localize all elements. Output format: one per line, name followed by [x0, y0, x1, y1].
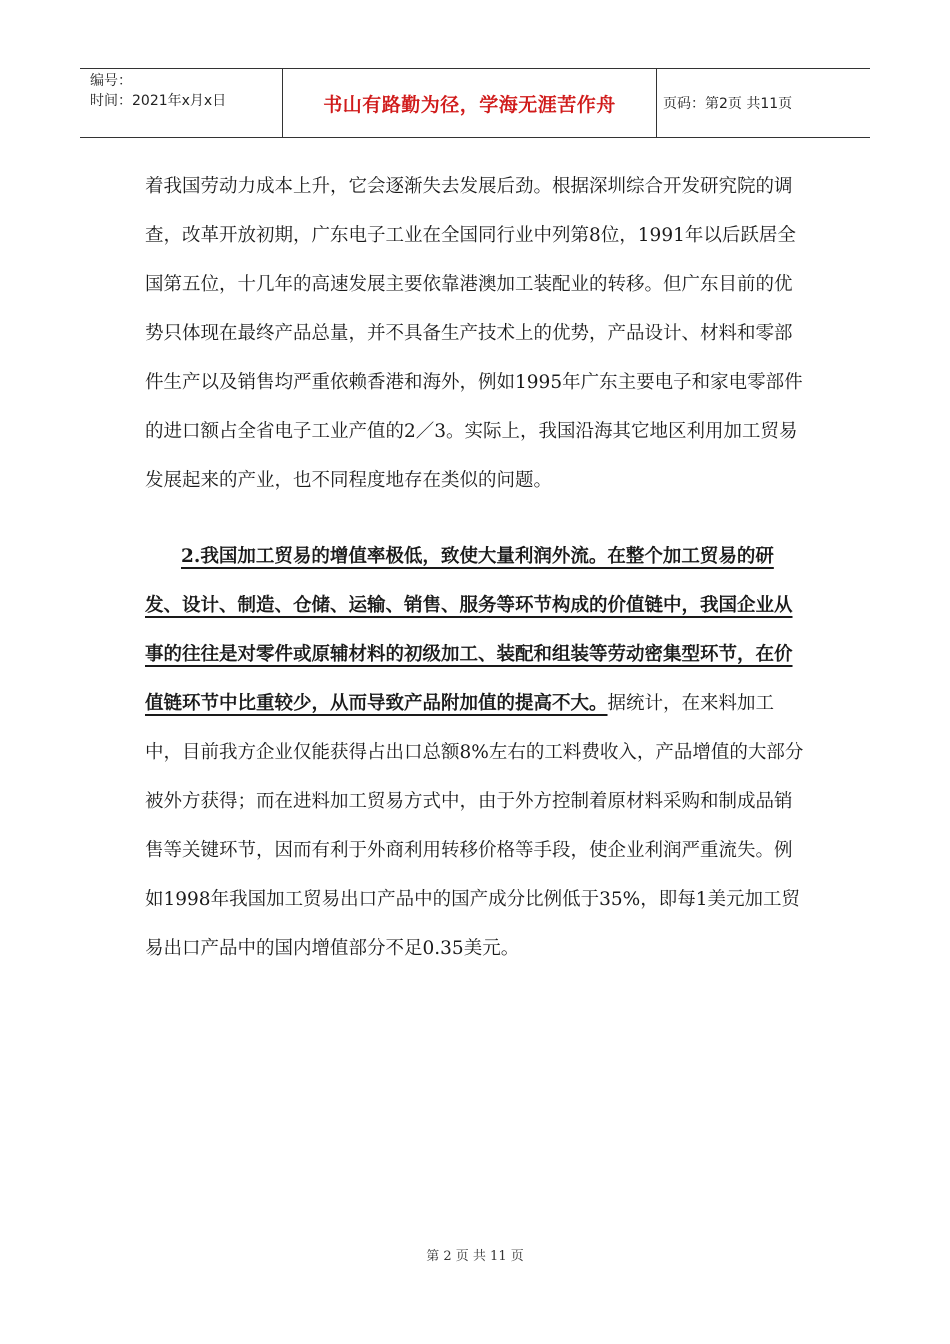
- header-info-cell: [80, 69, 283, 137]
- paragraph-2: [145, 532, 805, 973]
- paragraph-2-rest: 据统计，在来料加工中，目前我方企业仅能获得占出口总额8%左右的工料费收入，产品增值的大部分被外方获得；而在进料加工贸易方式中，由于外方控制着原材料采购和制成品销售等关键环节，因而有利于外商利用转移价格等手段，使企业利润严重流失。例如1998年我国加工贸易出口产品中的国产成分比例低于35%，即每1美元加工贸易出口产品中的国内增值部分不足0.35美元。: [145, 693, 804, 959]
- page-footer: 第 2 页 共 11 页: [426, 1249, 524, 1264]
- paragraph-2-highlight: 2.我国加工贸易的增值率极低，致使大量利润外流。在整个加工贸易的研发、设计、制造、仓储、运输、销售、服务等环节构成的价值链中，我国企业从事的往往是对零件或原辅材料的初级加工、装配和组装等劳动密集型环节，在价值链环节中比重较少，从而导致产品附加值的提高不大。: [145, 546, 793, 714]
- number-label: 编号：: [90, 73, 132, 89]
- page-header: [80, 68, 870, 138]
- time-label: 时间：2021年x月x日: [90, 93, 227, 109]
- header-motto: 书山有路勤为径，学海无涯苦作舟: [283, 69, 657, 137]
- document-body: [145, 162, 805, 973]
- paragraph-1: 着我国劳动力成本上升，它会逐渐失去发展后劲。根据深圳综合开发研究院的调查，改革开放初期，广东电子工业在全国同行业中列第8位，1991年以后跃居全国第五位，十几年的高速发展主要依靠港澳加工装配业的转移。但广东目前的优势只体现在最终产品总量，并不具备生产技术上的优势，产品设计、材料和零部件生产以及销售均严重依赖香港和海外，例如1995年广东主要电子和家电零部件的进口额占全省电子工业产值的2／3。实际上，我国沿海其它地区利用加工贸易发展起来的产业，也不同程度地存在类似的问题。: [145, 176, 803, 491]
- header-page-info: 页码：第2页 共11页: [663, 96, 793, 112]
